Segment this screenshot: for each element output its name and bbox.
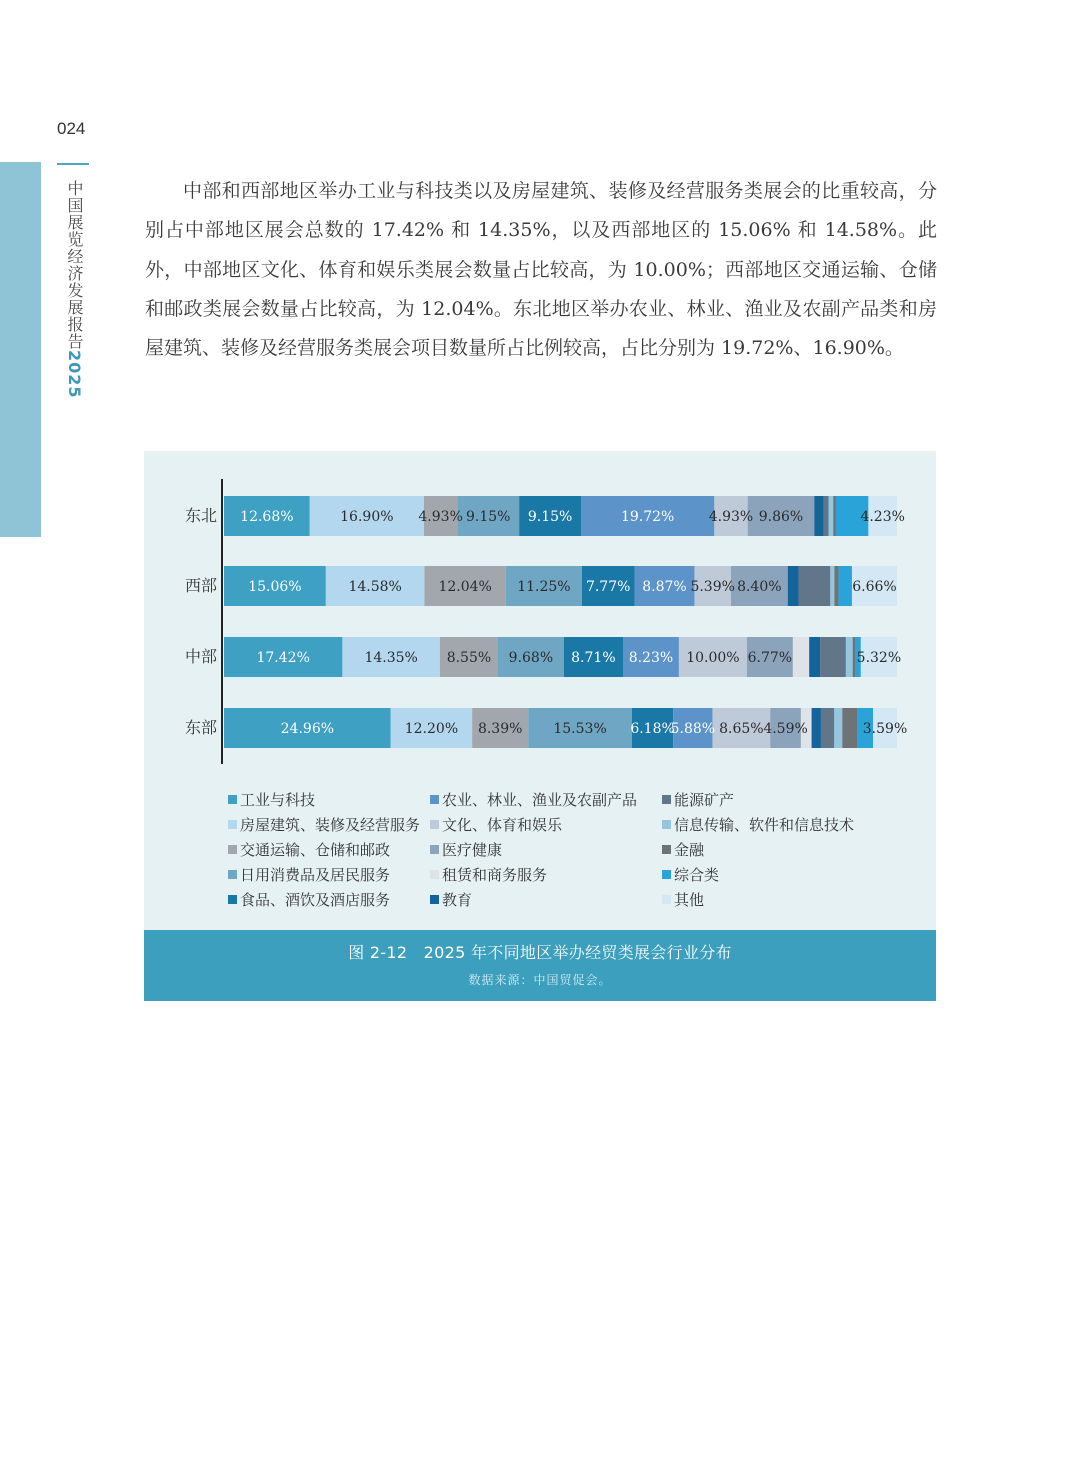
legend-label: 工业与科技 (240, 791, 316, 809)
bar-segment (838, 566, 852, 606)
side-running-title (62, 180, 86, 399)
legend-swatch (228, 845, 237, 854)
figure-caption-band (144, 930, 936, 1001)
legend-label: 农业、林业、渔业及农副产品 (442, 791, 638, 809)
legend-item (662, 814, 902, 835)
bar-segment (830, 566, 834, 606)
data-label: 4.93% (418, 509, 463, 525)
data-label: 5.88% (670, 721, 716, 737)
legend-swatch (228, 870, 237, 879)
category-label: 西部 (184, 576, 217, 595)
bar-segment (834, 566, 838, 606)
bar-segment (799, 566, 831, 606)
legend-swatch (228, 795, 237, 804)
data-label: 19.72% (620, 509, 675, 525)
bar-segment (842, 708, 857, 748)
legend-item (662, 789, 902, 810)
data-label: 4.23% (860, 509, 905, 525)
side-rule (57, 163, 89, 165)
legend-label: 能源矿产 (674, 791, 735, 809)
bar-segment (824, 496, 829, 536)
data-label: 7.77% (585, 579, 631, 595)
data-label: 6.66% (852, 579, 897, 595)
bar-segment (853, 637, 856, 677)
data-label: 12.20% (404, 721, 459, 737)
data-label: 9.86% (758, 509, 804, 525)
body-paragraph: 中部和西部地区举办工业与科技类以及房屋建筑、装修及经营服务类展会的比重较高，分别占中部地区展会总数的 17.42% 和 14.35%，以及西部地区的 15.06% 和 14.58%。此外，中部地区文化、体育和娱乐类展会数量占比较高，为 10.00%；西部地区交通运输、仓储和邮政类展会数量占比较高，为 12.04%。东北地区举办农业、林业、渔业及农副产品类和房屋建筑、装修及经营服务类展会项目数量所占比例较高，占比分别为 19.72%、16.90%。 (145, 180, 937, 360)
data-label: 24.96% (280, 721, 335, 737)
data-label: 4.93% (708, 509, 754, 525)
data-label: 5.32% (856, 650, 902, 666)
legend-swatch (662, 895, 671, 904)
bar-segment (834, 708, 842, 748)
data-label: 8.55% (446, 650, 492, 666)
data-label: 8.40% (737, 579, 782, 595)
legend-label: 日用消费品及居民服务 (240, 866, 391, 884)
data-label: 8.71% (571, 650, 616, 666)
data-label: 14.58% (348, 579, 402, 595)
legend-swatch (662, 795, 671, 804)
chart-legend (228, 789, 928, 910)
data-label: 9.15% (527, 509, 573, 525)
data-label: 6.18% (630, 721, 675, 737)
legend-item (662, 864, 902, 885)
bar-segment (812, 708, 821, 748)
side-title-year: 2025 (65, 350, 84, 399)
figure-panel (144, 451, 936, 1001)
bar-segment (809, 637, 820, 677)
legend-swatch (228, 820, 237, 829)
legend-label: 医疗健康 (442, 841, 503, 859)
data-label: 8.87% (642, 579, 687, 595)
data-label: 6.77% (747, 650, 793, 666)
legend-item (430, 839, 662, 860)
legend-label: 综合类 (674, 866, 720, 884)
bar-segment (793, 637, 809, 677)
legend-item (228, 839, 430, 860)
legend-label: 金融 (674, 841, 705, 859)
data-label: 11.25% (517, 579, 571, 595)
data-label: 16.90% (340, 509, 394, 525)
legend-item (228, 789, 430, 810)
category-label: 中部 (184, 647, 217, 666)
figure-caption: 图 2-12 2025 年不同地区举办经贸类展会行业分布 (348, 943, 732, 962)
data-label: 9.68% (508, 650, 554, 666)
data-label: 4.59% (763, 721, 808, 737)
legend-item (228, 889, 430, 910)
category-label: 东北 (184, 506, 217, 525)
bar-segment (821, 708, 834, 748)
legend-swatch (662, 820, 671, 829)
data-label: 8.23% (628, 650, 674, 666)
data-label: 8.39% (477, 721, 523, 737)
data-label: 10.00% (686, 650, 740, 666)
legend-item (228, 864, 430, 885)
data-label: 17.42% (256, 650, 310, 666)
data-label: 12.68% (240, 509, 294, 525)
legend-item (662, 889, 902, 910)
legend-label: 食品、酒饮及酒店服务 (240, 891, 391, 909)
legend-label: 信息传输、软件和信息技术 (674, 816, 855, 834)
legend-item (430, 789, 662, 810)
figure-source: 数据来源：中国贸促会。 (468, 973, 612, 987)
side-title-text: 中国展览经济发展报告 (65, 180, 84, 350)
legend-swatch (662, 870, 671, 879)
legend-swatch (430, 895, 439, 904)
side-color-band (0, 162, 41, 537)
legend-swatch (430, 795, 439, 804)
legend-swatch (430, 870, 439, 879)
legend-item (228, 814, 430, 835)
data-label: 5.39% (690, 579, 735, 595)
legend-swatch (430, 845, 439, 854)
legend-swatch (430, 820, 439, 829)
legend-swatch (662, 845, 671, 854)
category-label: 东部 (184, 718, 217, 737)
legend-label: 文化、体育和娱乐 (442, 816, 563, 834)
legend-label: 房屋建筑、装修及经营服务 (240, 816, 421, 834)
data-label: 14.35% (364, 650, 418, 666)
stacked-bar-chart (144, 451, 936, 781)
body-text (145, 172, 937, 368)
bar-segment (788, 566, 799, 606)
data-label: 8.65% (719, 721, 764, 737)
data-label: 12.04% (438, 579, 492, 595)
legend-label: 教育 (442, 891, 473, 909)
data-label: 3.59% (862, 721, 908, 737)
data-label: 15.06% (248, 579, 302, 595)
legend-item (430, 814, 662, 835)
legend-item (430, 889, 662, 910)
legend-swatch (228, 895, 237, 904)
bar-segment (814, 496, 823, 536)
legend-label: 交通运输、仓储和邮政 (240, 841, 391, 859)
data-label: 15.53% (553, 721, 607, 737)
bar-segment (846, 637, 853, 677)
legend-item (430, 864, 662, 885)
legend-label: 其他 (674, 891, 705, 909)
data-label: 9.15% (465, 509, 511, 525)
legend-label: 租赁和商务服务 (442, 866, 548, 884)
bar-segment (833, 496, 836, 536)
legend-item (662, 839, 902, 860)
bar-segment (829, 496, 834, 536)
bar-segment (820, 637, 846, 677)
page-number: 024 (57, 119, 86, 138)
